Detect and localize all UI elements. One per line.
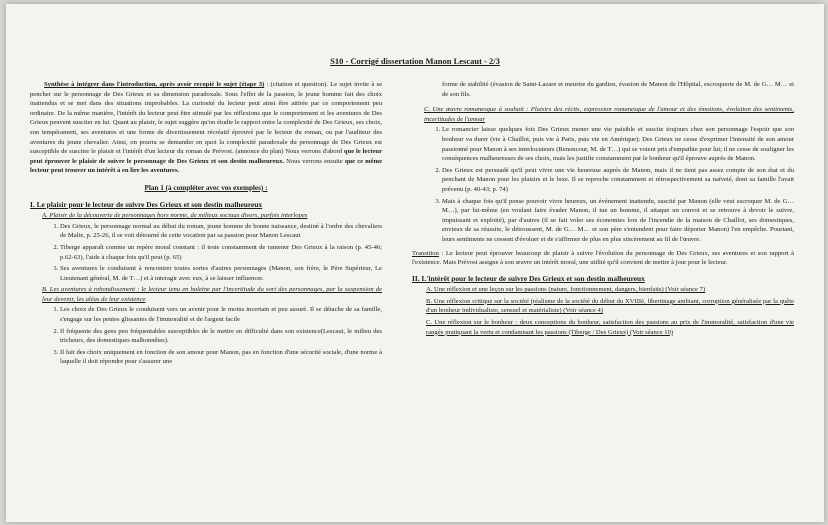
section-1a-list	[30, 222, 382, 284]
continuation-text: forme de stabilité (évasion de Saint-Lazare et meurtre du gardien, évasion de Manon de l'Hôpital, escroquerie de M. de G… M… et de son fils.	[442, 81, 794, 98]
section-2c: C. Une réflexion sur le bonheur : deux conceptions du bonheur, satisfaction des passions au prix de l'immoralité, satisfaction d'une vie rangée pratiquant la vertu et condamnant les passions (Tiberge / Des Grieux) (Voir séance 10)	[426, 319, 794, 336]
part-2-heading: II. L'intérêt pour le lecteur de suivre Des Grieux et son destin malheureux	[412, 273, 645, 283]
section-1b-list	[30, 305, 382, 367]
part-1-heading: I. Le plaisir pour le lecteur de suivre Des Grieux et son destin malheureux	[30, 199, 263, 209]
synthesis-bold-1: que le lecteur peut éprouver le plaisir de suivre le personnage de Des Grieux et son destin malheureux.	[30, 148, 383, 165]
list-item: 1. Le romancier laisse quelques fois Des Grieux mener une vie paisible et suscite toujours chez son personnage l'espoir que son bonheur va durer (vie à Chaillot, puis vie à Paris, puis vie en Amérique); Des Grieux ne cesse d'exprimer l'intensité de son amour passionné pour Manon à ses interlocuteurs (Renoncour, M. de T…) qui se voient pris d'empathie pour lui; il ne cesse de souligner les conséquences malheureuses de ses choix, mais les justifie constamment par le bonheur qu'il éprouve auprès de Manon.	[442, 125, 794, 163]
section-2b: B. Une réflexion critique sur la société (réalisme de la société du début du XVIIIè, libertinage ambiant, corruption généralisée par la quête d'un bonheur individualiste, sensuel et matérialiste) (Voir séance 4)	[426, 297, 794, 315]
section-1a-heading: A. Plaisir de la découverte de personnages hors norme, de milieux sociaux divers, parfois interlopes	[42, 212, 308, 220]
list-item: 3. Mais à chaque fois qu'il pense pouvoir vivre heureux, un événement inattendu, suscité par Manon (elle veut escroquer M. de G… M…), par lui-même (en voulant faire évader Manon, il tue un homme, il attaque un convoi et se retrouve à devoir le suivre, impuissant et exploité), par d'autres (il se fait voler ses économies lors de l'incendie de la maison de Chaillot, ses domestiques, envieux de sa réussite, le détroussent, M. de G… M… et son père s'entendent pour faire déporter Manon) l'en empêche. Pourtant, leurs sentiments ne cessent d'évoluer et de s'affirmer de plus en plus sincèrement au fil de l'œuvre.	[442, 197, 794, 245]
right-column	[412, 80, 794, 339]
page-title: S10 - Corrigé dissertation Manon Lescaut - 2/3	[330, 56, 500, 66]
list-item: 2. Tiberge apparaît comme un repère moral constant : il teste constamment de ramener Des Grieux à la raison (p. 45-46; p.62-63), l'aide à chaque fois qu'il peut (p. 65)	[60, 243, 382, 262]
list-item: 1. Des Grieux, le personnage normal au début du roman, jeune homme de bonne naissance, destiné à l'ordre des chevaliers de Malte, p. 25-26, il se voit détourné de cette vocation par sa passion pour Manon Lescaut	[60, 222, 382, 241]
section-1c-heading: C. Une œuvre romanesque à souhait : Plaisirs des récits, expression romanesque de l'amour et des émotions, évolution des sentiments, incertitudes de l'amour	[424, 106, 794, 123]
synthesis-text-2: Nous verrons ensuite	[284, 157, 345, 165]
synthesis-heading: Synthèse à intégrer dans l'introduction, après avoir recopié le sujet (étape 3)	[44, 81, 265, 88]
synthesis-text: : (citation et question). Le sujet invite à se pencher sur le personnage de Des Grieux et sa dimension paradoxale. Sous l'effet de la passion, le jeune homme fait des choix inattendus et se met dans des situations improbables. La curiosité du lecteur peut ainsi être attirée par ce comportement peu ordinaire. De la même manière, l'intérêt du lecteur peut être stimulé par les réflexions que le comportement et les aventures de Des Grieux peuvent susciter en lui. Quant au plaisir, le sujet suggère qu'on étudie le rapport entre la complexité de Des Grieux, ses choix, son tempérament, ses aventures et une forme de divertissement récréatif éprouvé par le lecteur du roman, ou par l'auditeur des aventures du jeune chevalier. Ainsi, on pourra se demander en quoi la complexité paradoxale du personnage de Des Grieux est susceptible de susciter le plaisir et l'intérêt d'un lecteur du roman de Prévost. (annonce du plan) Nous verrons d'abord	[30, 81, 382, 156]
list-item: 2. Il fréquente des gens peu fréquentables susceptibles de le mettre en difficulté dans son existence(Lescaut, le milieu des tricheurs, des domestiques malhonnêtes).	[60, 327, 382, 346]
transition-text: : Le lecteur peut éprouver beaucoup de plaisir à suivre l'évolution du personnage de Des Grieux, ses aventures et son rapport à l'existence. Mais Prévost assigne à son œuvre un intérêt moral, une utilité qu'il convient de mettre à jour pour le lecteur.	[412, 249, 794, 267]
document-page	[6, 4, 824, 522]
synthesis-paragraph	[30, 80, 382, 176]
synthesis-bold-2: que ce même lecteur peut trouver un intérêt à en lire les aventures.	[30, 157, 382, 175]
list-item: 1. Les choix de Des Grieux le conduisent vers un avenir pour le moins incertain et peu assuré. Il se détache de sa famille, s'engage sur les pentes glissantes de l'immoralité et de l'argent facile	[60, 305, 382, 324]
section-2a: A. Une réflexion et une leçon sur les passions (nature, fonctionnement, dangers, bienfaits) (Voir séance 7)	[426, 286, 706, 294]
list-item: 3. Ses aventures le conduisent à rencontrer toutes sortes d'autres personnages (Manon, son frère, le Père Supérieur, Le Lieutenant général, M. de T…) et à interagir avec eux, à se laisser influencer.	[60, 264, 382, 283]
plan-heading: Plan 1 (à compléter avec vos exemples) :	[144, 183, 268, 192]
section-1c-list	[412, 125, 794, 244]
transition-label: Transition	[412, 249, 439, 257]
transition-paragraph	[412, 249, 794, 268]
left-column	[30, 80, 382, 369]
list-item: 2. Des Grieux est persuadé qu'il peut vivre une vie heureuse auprès de Manon, mais il ne tient pas assez compte de son état et du penchant de Manon pour les plaisirs et le luxe. Il se reproche constamment et rétrospectivement sa naïveté, dont sa famille l'avait prévenu (p. 40-43; p. 74)	[442, 166, 794, 195]
list-item: 3. Il fait des choix uniquement en fonction de son amour pour Manon, pas en fonction d'une sécurité sociale, d'une norme à laquelle il doit répondre pour s'assurer une	[60, 348, 382, 367]
section-1b-heading: B. Les aventures à rebondissement : le lecteur tenu en haleine par l'incertitude du sort des personnages, par la suspension de leur devenir, les aléas de leur existence	[42, 286, 382, 303]
